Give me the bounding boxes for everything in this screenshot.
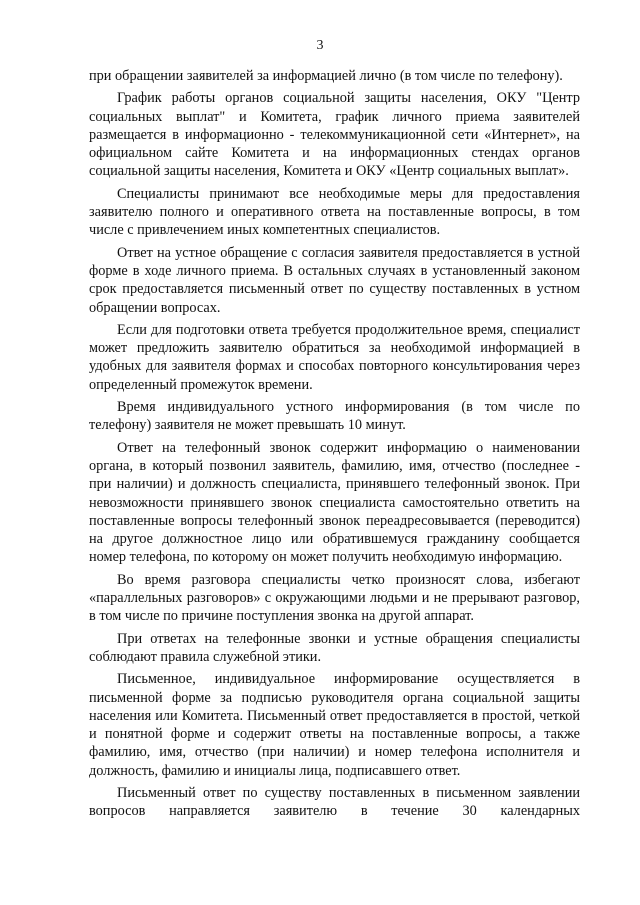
paragraph-ethics: При ответах на телефонные звонки и устные обращения специалисты соблюдают правила служебной этики. (89, 630, 580, 665)
document-body (89, 67, 580, 821)
paragraph-written-info: Письменное, индивидуальное информирование осуществляется в письменной форме за подписью руководителя органа социальной защиты населения или Комитета. Письменный ответ предоставляется в простой, четкой и понятной форме и содержит ответы на поставленные вопросы, а также фамилию, имя, отчество (при наличии) и номер телефона исполнителя и должность, фамилию и инициалы лица, подписавшего ответ. (89, 671, 580, 779)
paragraph-oral-response: Ответ на устное обращение с согласия заявителя предоставляется в устной форме в ходе личного приема. В остальных случаях в установленный законом срок предоставляется письменный ответ по существу поставленных в устном обращении вопросах. (89, 244, 580, 316)
paragraph-specialists-measures: Специалисты принимают все необходимые меры для предоставления заявителю полного и оперативного ответа на поставленные вопросы, в том числе с привлечением иных компетентных специалистов. (89, 185, 580, 239)
paragraph-preparation-time: Если для подготовки ответа требуется продолжительное время, специалист может предложить заявителю обратиться за необходимой информацией в удобных для заявителя формах и способах повторного консультирования через определенный промежуток времени. (89, 321, 580, 393)
paragraph-work-schedule: График работы органов социальной защиты населения, ОКУ "Центр социальных выплат" и Комитета, график личного приема заявителей размещается в информационно - телекоммуникационной сети «Интернет», на официальном сайте Комитета и на информационных стендах органов социальной защиты населения, Комитета и ОКУ «Центр социальных выплат». (89, 90, 580, 180)
paragraph-time-limit: Время индивидуального устного информирования (в том числе по телефону) заявителя не может превышать 10 минут. (89, 399, 580, 434)
paragraph-continued: при обращении заявителей за информацией лично (в том числе по телефону). (89, 68, 563, 84)
paragraph-written-response: Письменный ответ по существу поставленных в письменном заявлении вопросов направляется заявителю в течение 30 календарных (89, 784, 580, 820)
paragraph-conversation: Во время разговора специалисты четко произносят слова, избегают «параллельных разговоров» с окружающими людьми и не прерывают разговор, в том числе по причине поступления звонка на другой аппарат. (89, 571, 580, 625)
paragraph-phone-response: Ответ на телефонный звонок содержит информацию о наименовании органа, в который позвонил заявитель, фамилию, имя, отчество (последнее - при наличии) и должность специалиста, принявшего телефонный звонок. При невозможности принявшего звонок специалиста самостоятельно ответить на поставленные вопросы телефонный звонок переадресовывается (переводится) на другое должностное лицо или обратившемуся гражданину сообщается номер телефона, по которому он может получить необходимую информацию. (89, 439, 580, 566)
page-number: 3 (316, 38, 324, 53)
